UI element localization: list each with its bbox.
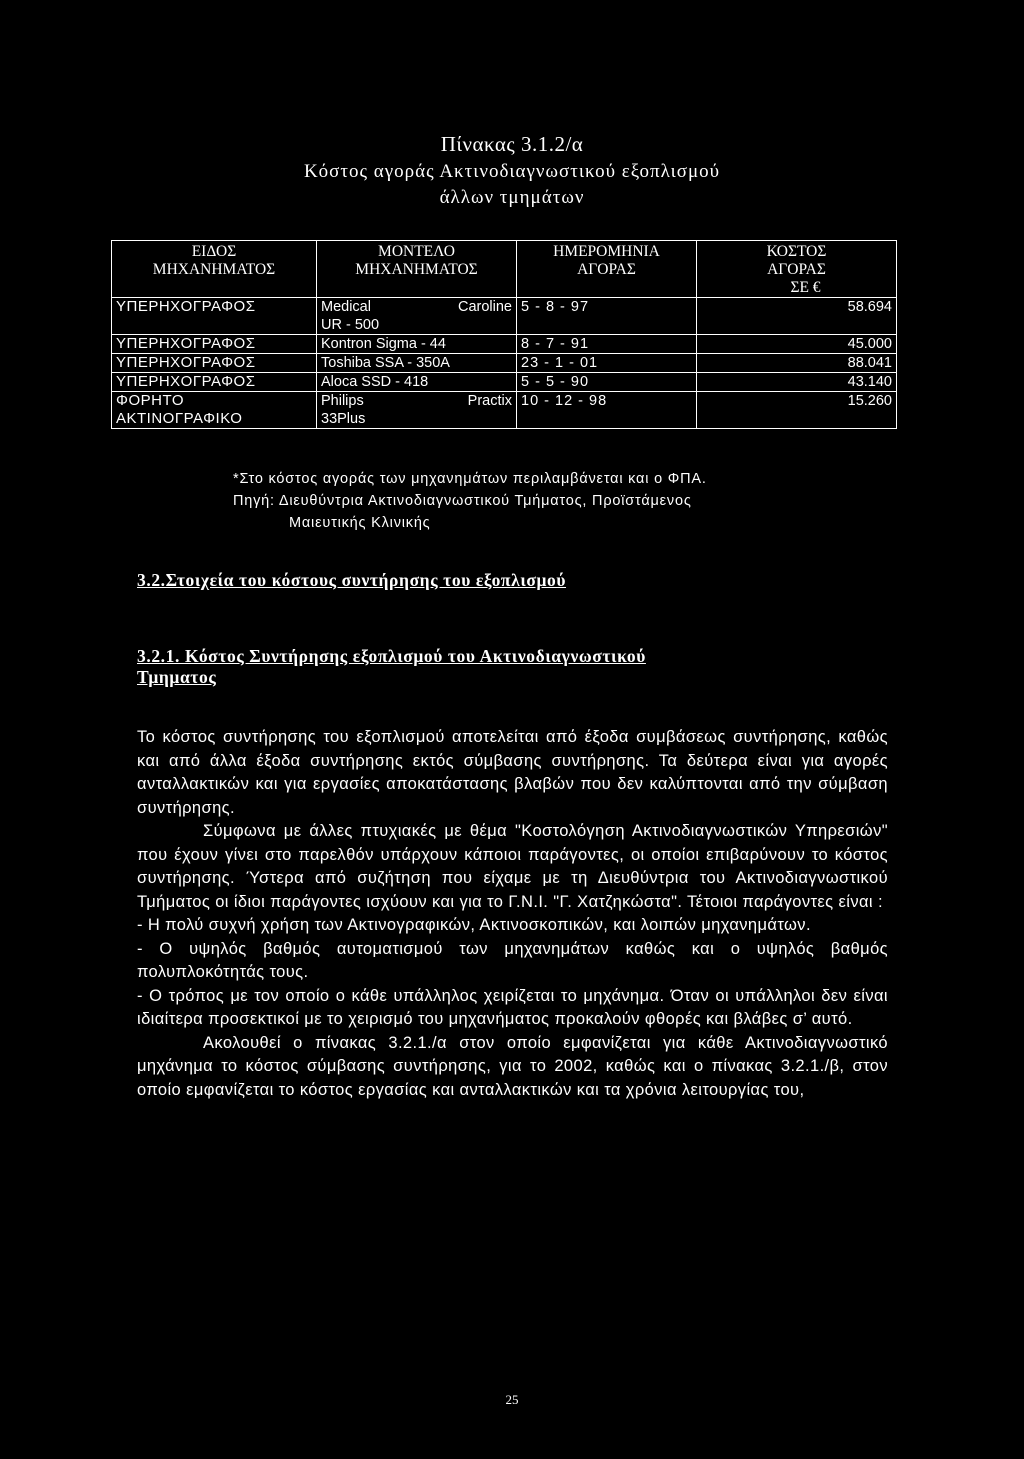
cell-type: ΥΠΕΡΗΧΟΓΡΑΦΟΣ <box>112 373 317 392</box>
section-heading-3-2: 3.2.Στοιχεία του κόστους συντήρησης του εξοπλισμού <box>137 570 567 590</box>
page-number: 25 <box>505 1392 519 1407</box>
list-item: - Η πολύ συχνή χρήση των Ακτινογραφικών, Ακτινοσκοπικών, και λοιπών μηχανημάτων. <box>137 916 811 934</box>
cell-cost: 43.140 <box>697 373 897 392</box>
cell-model: Kontron Sigma - 44 <box>317 335 517 354</box>
cell-type: ΥΠΕΡΗΧΟΓΡΑΦΟΣ <box>112 354 317 373</box>
header-date: ΗΜΕΡΟΜΗΝΙΑ ΑΓΟΡΑΣ <box>517 241 697 298</box>
table-row <box>112 298 897 335</box>
table-caption <box>0 131 1024 211</box>
list-item: - Ο τρόπος με τον οποίο ο κάθε υπάλληλος χειρίζεται το μηχάνημα. Όταν οι υπάλληλοι δεν είναι ιδιαίτερα προσεκτικοί με το χειρισμό του μηχανήματος προκαλούν φθορές και βλάβες σ’ αυτό. <box>137 986 888 1028</box>
caption-subtitle-2: άλλων τμημάτων <box>439 187 585 208</box>
source-note: Πηγή: Διευθύντρια Ακτινοδιαγνωστικού Τμήματος, Προϊστάμενος Μαιευτικής Κλινικής <box>233 493 692 531</box>
paragraph: Σύμφωνα με άλλες πτυχιακές με θέμα "Κοστολόγηση Ακτινοδιαγνωστικών Υπηρεσιών" που έχουν γίνει στο παρελθόν υπάρχουν κάποιοι παράγοντες, οι οποίοι επιβαρύνουν το κόστος συντήρησης. Ύστερα από συζήτηση που είχαμε με τη Διευθύντρια του Ακτινοδιαγνωστικού Τμήματος οι ίδιοι παράγοντες ισχύουν και για το Γ.Ν.Ι. "Γ. Χατζηκώστα". Τέτοιοι παράγοντες είναι : <box>137 822 888 911</box>
list-item: - Ο υψηλός βαθμός αυτοματισμού των μηχανημάτων καθώς και ο υψηλός βαθμός πολυπλοκότητάς τους. <box>137 939 888 981</box>
cell-date: 8 - 7 - 91 <box>517 335 697 354</box>
table-row <box>112 335 897 354</box>
purchase-cost-table <box>111 240 897 429</box>
caption-title: Πίνακας 3.1.2/α <box>440 132 584 156</box>
cell-date: 5 - 5 - 90 <box>517 373 697 392</box>
cell-model: Toshiba SSA - 350A <box>317 354 517 373</box>
vat-note: *Στο κόστος αγοράς των μηχανημάτων περιλαμβάνεται και ο ΦΠΑ. <box>233 471 707 487</box>
caption-subtitle: Κόστος αγοράς Ακτινοδιαγνωστικού εξοπλισμού <box>303 161 721 182</box>
cell-date: 10 - 12 - 98 <box>517 392 697 429</box>
header-cost: ΚΟΣΤΟΣ ΑΓΟΡΑΣ ΣΕ € <box>697 241 897 298</box>
cell-model: Philips Practix 33Plus <box>317 392 517 429</box>
paragraph: Το κόστος συντήρησης του εξοπλισμού αποτελείται από έξοδα συμβάσεως συντήρησης, καθώς και από άλλα έξοδα συντήρησης εκτός σύμβασης συντήρησης. Τα δεύτερα είναι για αγορές ανταλλακτικών και για εργασίες αποκατάστασης βλαβών που δεν καλύπτονται από την σύμβαση συντήρησης. <box>137 728 888 817</box>
header-model: ΜΟΝΤΕΛΟ ΜΗΧΑΝΗΜΑΤΟΣ <box>317 241 517 298</box>
section-heading-3-2-1: 3.2.1. Κόστος Συντήρησης εξοπλισμού του Ακτινοδιαγνωστικού Τμηματος <box>137 646 646 687</box>
cell-cost: 15.260 <box>697 392 897 429</box>
paragraph: Ακολουθεί ο πίνακας 3.2.1./α στον οποίο εμφανίζεται για κάθε Ακτινοδιαγνωστικό μηχάνημα το κόστος σύμβασης συντήρησης, για το 2002, καθώς και ο πίνακας 3.2.1./β, στον οποίο εμφανίζεται το κόστος εργασίας και ανταλλακτικών και τα χρόνια λειτουργίας του, <box>137 1033 888 1099</box>
table-row <box>112 354 897 373</box>
cell-model: Aloca SSD - 418 <box>317 373 517 392</box>
table-row <box>112 392 897 429</box>
cell-type: ΥΠΕΡΗΧΟΓΡΑΦΟΣ <box>112 298 317 335</box>
cell-model: Medical Caroline UR - 500 <box>317 298 517 335</box>
cell-cost: 45.000 <box>697 335 897 354</box>
cell-date: 5 - 8 - 97 <box>517 298 697 335</box>
table-row <box>112 373 897 392</box>
cell-date: 23 - 1 - 01 <box>517 354 697 373</box>
cell-type: ΦΟΡΗΤΟ ΑΚΤΙΝΟΓΡΑΦΙΚΟ <box>112 392 317 429</box>
header-type: ΕΙΔΟΣ ΜΗΧΑΝΗΜΑΤΟΣ <box>112 241 317 298</box>
table-header-row <box>112 241 897 298</box>
cell-cost: 88.041 <box>697 354 897 373</box>
cell-cost: 58.694 <box>697 298 897 335</box>
cell-type: ΥΠΕΡΗΧΟΓΡΑΦΟΣ <box>112 335 317 354</box>
body-text <box>137 726 888 1102</box>
